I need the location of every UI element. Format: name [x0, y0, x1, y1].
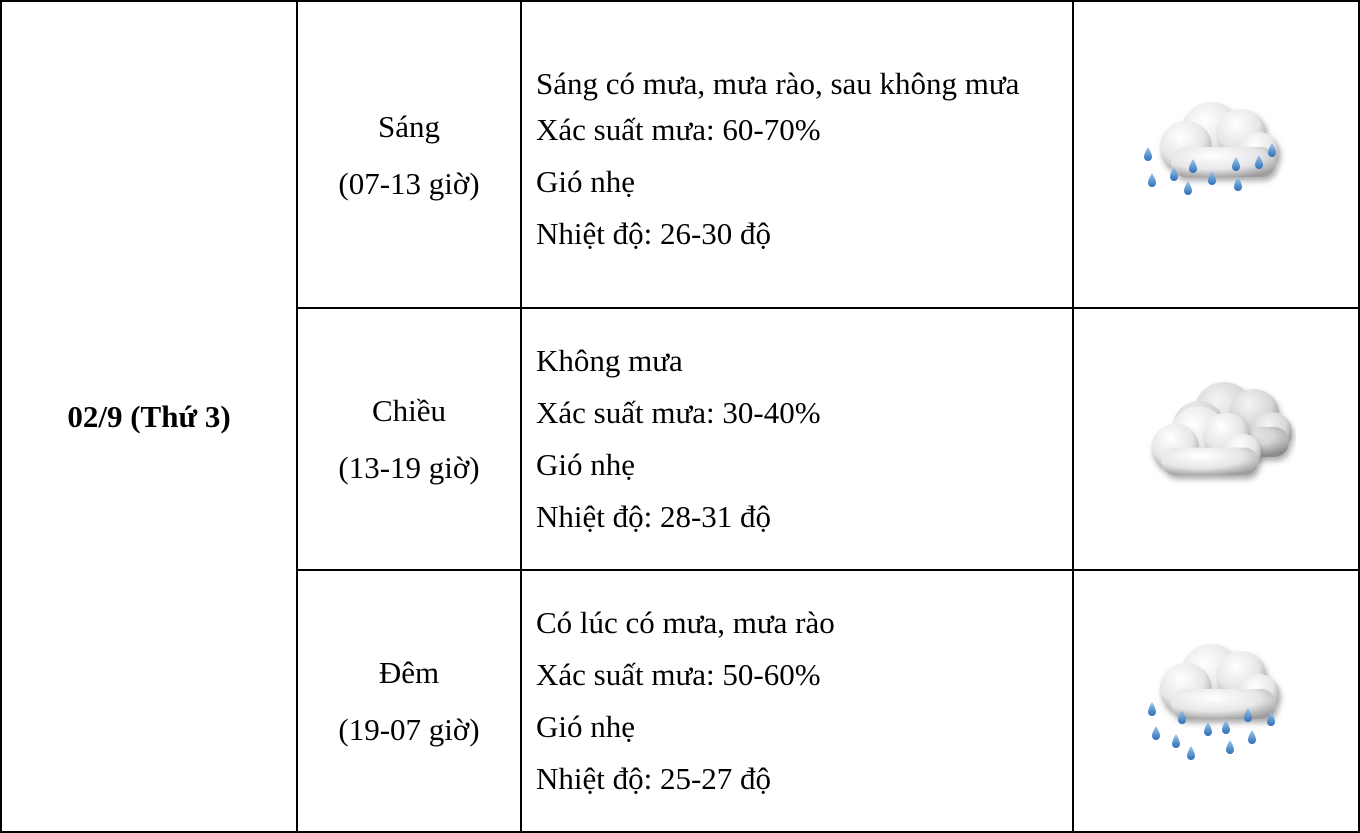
icon-cell-night [1073, 570, 1359, 832]
description-cell-night [521, 570, 1073, 832]
cloudy-icon [1136, 367, 1296, 507]
condition-text: Có lúc có mưa, mưa rào [536, 605, 835, 640]
temperature-text: Nhiệt độ: 28-31 độ [536, 499, 772, 534]
day-label: 02/9 (Thứ 3) [67, 398, 231, 434]
rain-cloud-icon [1136, 629, 1296, 769]
description-cell-morning [521, 1, 1073, 308]
period-hours: (13-19 giờ) [338, 450, 480, 485]
rain-probability-text: Xác suất mưa: 30-40% [536, 395, 821, 430]
rain-cloud-icon [1136, 82, 1296, 222]
icon-cell-morning [1073, 1, 1359, 308]
period-hours: (19-07 giờ) [338, 712, 480, 747]
rain-probability-text: Xác suất mưa: 50-60% [536, 657, 821, 692]
wind-text: Gió nhẹ [536, 709, 636, 744]
condition-text: Không mưa [536, 343, 683, 378]
period-cell-afternoon [297, 308, 521, 570]
period-name: Đêm [378, 655, 440, 690]
temperature-text: Nhiệt độ: 25-27 độ [536, 761, 772, 796]
period-hours: (07-13 giờ) [338, 165, 480, 201]
wind-text: Gió nhẹ [536, 447, 636, 482]
icon-cell-afternoon [1073, 308, 1359, 570]
temperature-text: Nhiệt độ: 26-30 độ [536, 215, 772, 251]
day-cell [1, 1, 297, 832]
table-row-morning [1, 1, 1359, 308]
rain-probability-text: Xác suất mưa: 60-70% [536, 111, 821, 147]
period-name: Sáng [378, 108, 440, 144]
condition-text: Sáng có mưa, mưa rào, sau không mưa [536, 65, 1020, 101]
period-name: Chiều [371, 393, 447, 428]
period-cell-night [297, 570, 521, 832]
description-cell-afternoon [521, 308, 1073, 570]
period-cell-morning [297, 1, 521, 308]
wind-text: Gió nhẹ [536, 163, 636, 199]
